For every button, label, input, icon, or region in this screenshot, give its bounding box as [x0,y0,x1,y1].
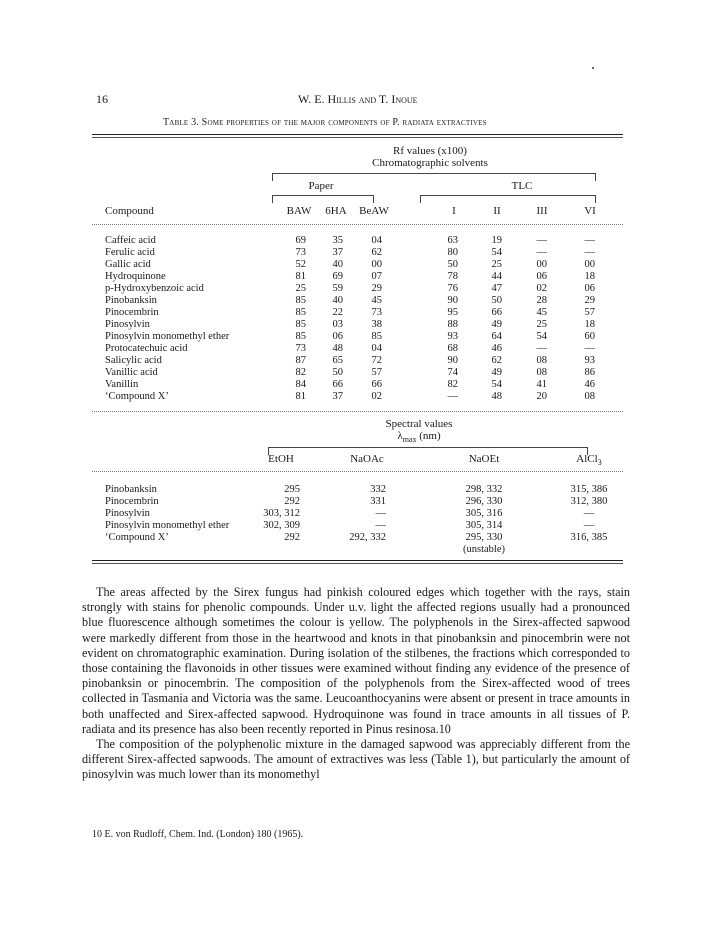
rf-cell: 93 [447,331,458,342]
rf-cell: 64 [491,331,502,342]
spectral-cell: 296, 330 [465,496,503,507]
rf-cell: — [536,235,547,246]
unstable-note: (unstable) [463,544,505,555]
rf-cell: 52 [295,259,306,270]
rf-cell: 29 [371,283,382,294]
rf-cell: 80 [447,247,458,258]
rf-cell: 66 [332,379,343,390]
rf-cell: 00 [536,259,547,270]
rf-cell: 72 [371,355,382,366]
rf-cell: 69 [295,235,306,246]
rf-cell: 06 [536,271,547,282]
col-beaw: BeAW [359,205,389,217]
rf-cell: 06 [332,331,343,342]
rf-row-compound: Gallic acid [105,259,151,270]
rf-cell: 85 [295,331,306,342]
rf-cell: — [584,343,595,354]
rf-cell: 88 [447,319,458,330]
rf-row-compound: Vanillic acid [105,367,158,378]
rf-cell: 50 [332,367,343,378]
spectral-cell: 305, 314 [465,520,503,531]
rf-cell: 00 [371,259,382,270]
rf-cell: 37 [332,247,343,258]
spectral-cell: — [583,508,595,519]
spectral-row-compound: Pinosylvin monomethyl ether [105,520,230,531]
spectral-cell: 302, 309 [263,520,300,531]
rf-row-compound: Hydroquinone [105,271,166,282]
spectral-cell: 292 [284,496,300,507]
rf-cell: — [584,235,595,246]
spectral-cell: 303, 312 [263,508,300,519]
rf-cell: 57 [584,307,595,318]
rf-cell: 84 [295,379,306,390]
rf-cell: 47 [491,283,502,294]
rf-cell: 25 [536,319,547,330]
spectral-cell: — [375,508,386,519]
spectral-cell: 292, 332 [349,532,386,543]
rf-cell: 95 [447,307,458,318]
rf-cell: 38 [371,319,382,330]
tlc-brace [420,195,596,203]
spectral-row-compound: Pinosylvin [105,508,150,519]
body-text [82,585,630,783]
paper-brace [272,195,374,203]
rf-cell: 54 [536,331,547,342]
rf-cell: 63 [447,235,458,246]
rf-cell: 28 [536,295,547,306]
rf-cell: 85 [295,295,306,306]
rf-row-compound: Pinocembrin [105,307,159,318]
rf-row-compound: Pinobanksin [105,295,157,306]
rf-cell: 69 [332,271,343,282]
paragraph-1: The areas affected by the Sirex fungus had pinkish coloured edges which together with the rays, stain strongly with stains for phenolic compounds. Under u.v. light the affected regions usually had a pronounced blue fluorescence although sometimes the colour is yellow. The polyphenols in the Sirex-affected sapwood were markedly different from those in the heartwood and knots in that pinobanksin and pinocembrin were not evident on chromatographic examination. During isolation of the stilbenes, the fractions which corresponded to those containing the flavonoids in other tissues were examined without finding any evidence of the presence of pinobanksin or pinocembrin. The composition of the polyphenols from the Sirex-affected wood of trees collected in Tasmania and Victoria was the same. Leucoanthocyanins were absent or present in trace amounts in both unaffected and Sirex-affected sapwood. Hydroquinone was found in trace amounts in all tissues of P. radiata and its presence has also been recently reported in Pinus resinosa.10 [82,585,630,736]
col-tlc-ii: II [493,205,501,217]
rf-cell: 19 [491,235,502,246]
header-divider [92,224,623,225]
rf-cell: 04 [371,343,382,354]
spectral-cell: — [375,520,386,531]
rf-cell: 86 [584,367,595,378]
rf-cell: 57 [371,367,382,378]
rf-cell: 49 [491,367,502,378]
spectral-cell: 295 [284,484,300,495]
spectral-row-compound: ‘Compound X’ [105,532,169,543]
rf-cell: 85 [295,319,306,330]
rf-cell: 76 [447,283,458,294]
rf-row-compound: Pinosylvin [105,319,150,330]
col-etoh: EtOH [268,453,294,465]
rf-cell: 78 [447,271,458,282]
col-baw: BAW [286,205,312,217]
rf-cell: 73 [295,343,306,354]
rf-cell: 45 [371,295,382,306]
rf-cell: 73 [371,307,382,318]
rf-cell: 66 [371,379,382,390]
col-compound: Compound [105,205,154,217]
spectral-cell: 292 [284,532,300,543]
rf-cell: 65 [332,355,343,366]
rf-row-compound: Salicylic acid [105,355,162,366]
rf-row-compound: Vanillin [105,379,139,390]
rf-cell: 73 [295,247,306,258]
table-caption: Table 3. Some properties of the major components of P. radiata extractives [163,117,487,128]
spectral-heading: Spectral values [385,418,453,430]
rf-cell: 35 [332,235,343,246]
rf-cell: 02 [371,391,382,402]
col-tlc-i: I [452,205,456,217]
col-naoet: NaOEt [468,453,500,465]
rf-row-compound: p-Hydroxybenzoic acid [105,283,204,294]
rf-cell: 41 [536,379,547,390]
col-naoac: NaOAc [350,453,384,465]
footnote: 10 E. von Rudloff, Chem. Ind. (London) 180 (1965). [92,829,304,840]
spectral-cell: 295, 330 [465,532,503,543]
rf-cell: 62 [491,355,502,366]
spectral-cell: 315, 386 [570,484,608,495]
spectral-row-compound: Pinobanksin [105,484,157,495]
rf-cell: 04 [371,235,382,246]
rf-cell: 44 [491,271,502,282]
rf-cell: 07 [371,271,382,282]
spectral-row-compound: Pinocembrin [105,496,159,507]
col-tlc-vi: VI [584,205,596,217]
rf-cell: 03 [332,319,343,330]
rf-cell: 45 [536,307,547,318]
spectral-cell: 316, 385 [570,532,608,543]
rf-cell: 40 [332,295,343,306]
rf-cell: 54 [491,379,502,390]
speck-mark [592,67,594,69]
table-top-rule-2 [92,137,623,138]
rf-cell: 50 [447,259,458,270]
rf-cell: 00 [584,259,595,270]
rf-cell: 85 [295,307,306,318]
rf-row-compound: Caffeic acid [105,235,156,246]
col-tlc-iii: III [536,205,548,217]
rf-cell: 18 [584,319,595,330]
rf-row-compound: Ferulic acid [105,247,155,258]
rf-cell: 74 [447,367,458,378]
rf-cell: 87 [295,355,306,366]
rf-cell: 59 [332,283,343,294]
rf-cell: 02 [536,283,547,294]
rf-cell: 40 [332,259,343,270]
rf-cell: 37 [332,391,343,402]
rf-cell: 46 [491,343,502,354]
group-tlc: TLC [511,180,533,192]
table-bottom-rule [92,560,623,561]
rf-cell: 93 [584,355,595,366]
page-number: 16 [96,92,108,106]
rf-cell: — [536,247,547,258]
rf-row-compound: Protocatechuic acid [105,343,188,354]
rf-cell: 08 [536,367,547,378]
rf-cell: 68 [447,343,458,354]
spectral-brace [268,447,588,455]
spectral-cell: 305, 316 [465,508,503,519]
rf-cell: — [447,391,458,402]
rf-cell: 08 [536,355,547,366]
rf-cell: 81 [295,391,306,402]
rf-heading: Rf values (x100) [393,145,467,157]
rf-cell: 66 [491,307,502,318]
rf-cell: 08 [584,391,595,402]
rf-cell: 20 [536,391,547,402]
col-alcl3: AlCl$_3$ [576,453,602,468]
spectral-cell: 298, 332 [465,484,503,495]
rf-cell: 48 [491,391,502,402]
rf-cell: 54 [491,247,502,258]
rf-bottom-rule [92,411,623,412]
rf-cell: 50 [491,295,502,306]
group-paper: Paper [308,180,334,192]
rf-cell: 25 [491,259,502,270]
spectral-cell: 332 [370,484,386,495]
rf-subheading: Chromatographic solvents [372,157,488,169]
paragraph-2: The composition of the polyphenolic mixture in the damaged sapwood was appreciably different from the different Sirex-affected sapwoods. The amount of extractives was less (Table 1), but particularly the amount of pinosylvin was much lower than its monomethyl [82,737,630,782]
rf-cell: 25 [295,283,306,294]
rf-cell: 60 [584,331,595,342]
rf-cell: 49 [491,319,502,330]
rf-cell: 90 [447,355,458,366]
running-title: W. E. Hillis and T. Inoue [298,92,418,106]
spectral-header-divider [92,471,623,472]
rf-cell: 90 [447,295,458,306]
rf-cell: 18 [584,271,595,282]
rf-row-compound: ‘Compound X’ [105,391,169,402]
rf-cell: 46 [584,379,595,390]
rf-cell: — [536,343,547,354]
rf-row-compound: Pinosylvin monomethyl ether [105,331,230,342]
spectral-cell: — [583,520,595,531]
table-bottom-rule-2 [92,563,623,564]
col-6ha: 6HA [325,205,347,217]
rf-cell: 29 [584,295,595,306]
rf-cell: 48 [332,343,343,354]
rf-cell: 82 [447,379,458,390]
spectral-subheading: $\lambda_{max}$ (nm) [397,430,441,445]
rf-cell: 81 [295,271,306,282]
rf-cell: 06 [584,283,595,294]
rf-cell: — [584,247,595,258]
rf-cell: 85 [371,331,382,342]
table-top-rule [92,134,623,135]
spectral-cell: 331 [370,496,386,507]
rf-cell: 62 [371,247,382,258]
rf-cell: 22 [332,307,343,318]
rf-cell: 82 [295,367,306,378]
spectral-cell: 312, 380 [570,496,608,507]
